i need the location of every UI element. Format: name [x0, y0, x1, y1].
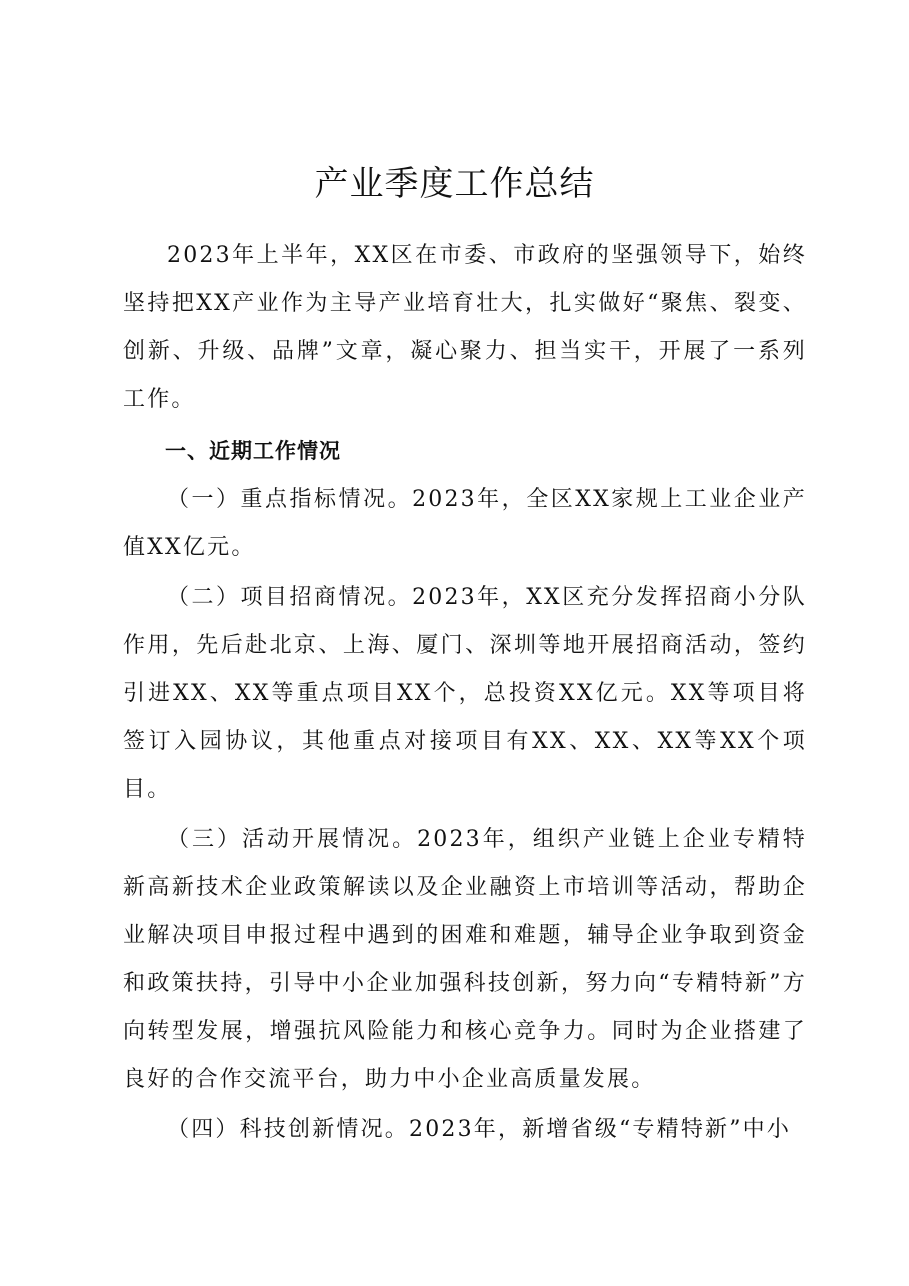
key-indicators-paragraph: （一）重点指标情况。2023年，全区XX家规上工业企业产值XX亿元。	[123, 487, 807, 560]
tech-innovation-paragraph: （四）科技创新情况。2023年，新增省级“专精特新”中小	[167, 1117, 792, 1142]
activities-paragraph: （三）活动开展情况。2023年，组织产业链上企业专精特新高新技术企业政策解读以及企业融资上市培训等活动，帮助企业解决项目申报过程中遇到的困难和难题，辅导企业争取到资金和政策扶持，引导中小企业加强科技创新，努力向“专精特新”方向转型发展，增强抗风险能力和核心竞争力。同时为企业搭建了良好的合作交流平台，助力中小企业高质量发展。	[123, 827, 807, 1092]
document-body	[123, 232, 807, 1154]
investment-attraction-paragraph: （二）项目招商情况。2023年，XX区充分发挥招商小分队作用，先后赴北京、上海、厦门、深圳等地开展招商活动，签约引进XX、XX等重点项目XX个，总投资XX亿元。XX等项目将签订入园协议，其他重点对接项目有XX、XX、XX等XX个项目。	[123, 585, 807, 802]
document-title: 产业季度工作总结	[314, 164, 595, 204]
intro-paragraph: 2023年上半年，XX区在市委、市政府的坚强领导下，始终坚持把XX产业作为主导产业培育壮大，扎实做好“聚焦、裂变、创新、升级、品牌”文章，凝心聚力、担当实干，开展了一系列工作。	[123, 243, 807, 412]
section-heading: 一、近期工作情况	[165, 439, 341, 463]
